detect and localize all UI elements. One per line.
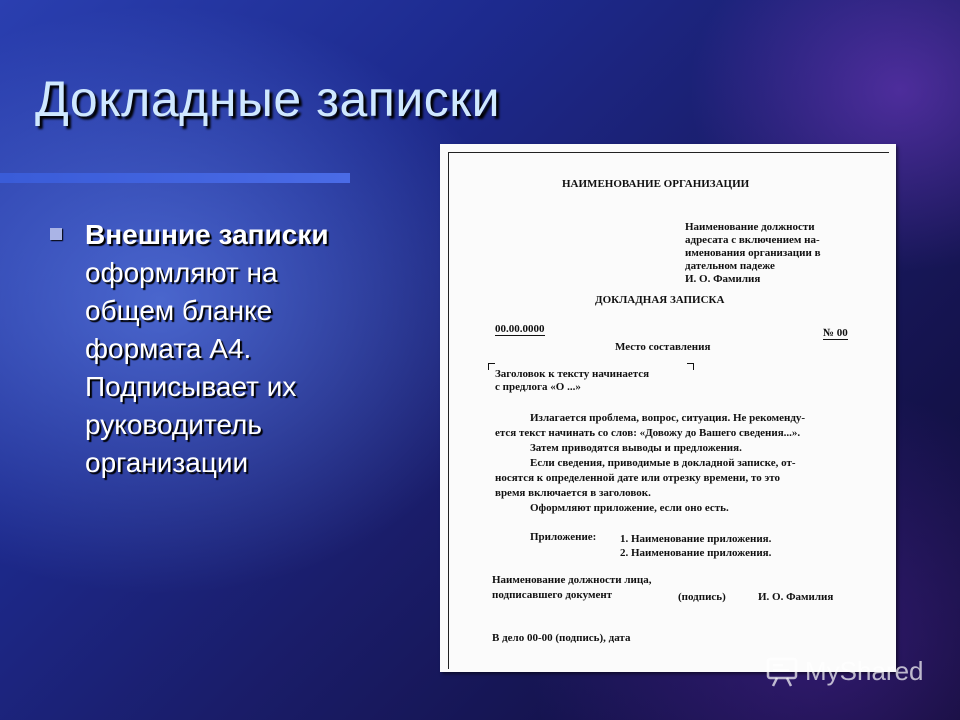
doc-heading-line: Заголовок к тексту начинается — [495, 368, 650, 380]
slide-title: Докладные записки — [35, 71, 501, 127]
corner-bracket-left — [488, 363, 495, 370]
doc-addressee-line: адресата с включением на- — [685, 234, 820, 246]
doc-heading-line: с предлога «О ...» — [495, 381, 581, 393]
square-bullet-icon — [50, 228, 62, 240]
doc-addressee-line: именования организации в — [685, 247, 821, 259]
watermark-text: MyShared — [805, 655, 924, 686]
doc-body-line: Излагается проблема, вопрос, ситуация. Не рекоменду- — [530, 412, 806, 424]
doc-signer-line: Наименование должности лица, — [492, 574, 652, 586]
doc-signature-label: (подпись) — [678, 591, 726, 603]
doc-signer-line: подписавшего документ — [492, 589, 613, 601]
doc-body-line: Если сведения, приводимые в докладной записке, от- — [530, 457, 796, 469]
doc-attachment-item: 2. Наименование приложения. — [620, 547, 772, 559]
doc-signer-name: И. О. Фамилия — [758, 591, 834, 603]
doc-body-line: Затем приводятся выводы и предложения. — [530, 442, 742, 454]
corner-bracket-right — [687, 363, 694, 370]
doc-place: Место составления — [615, 341, 711, 353]
doc-title: ДОКЛАДНАЯ ЗАПИСКА — [595, 294, 725, 306]
doc-addressee-line: дательном падеже — [685, 260, 775, 272]
bullet-bold-text: Внешние записки — [85, 219, 329, 250]
presentation-board-icon — [765, 654, 799, 688]
doc-date: 00.00.0000 — [495, 323, 545, 335]
doc-body-line: носятся к определенной дате или отрезку времени, то это — [495, 472, 781, 484]
doc-body-line: Оформляют приложение, если оно есть. — [530, 502, 729, 514]
title-underline-bar — [0, 173, 350, 183]
doc-addressee-line: Наименование должности — [685, 221, 815, 233]
doc-file-note: В дело 00-00 (подпись), дата — [492, 632, 631, 644]
doc-attachment-label: Приложение: — [530, 531, 597, 543]
bullet-text — [85, 216, 340, 482]
memo-template-image — [440, 144, 896, 672]
bullet-regular-text: оформляют на общем бланке формата А4. Подписывает их руководитель организации — [85, 257, 297, 478]
doc-addressee-line: И. О. Фамилия — [685, 273, 761, 285]
doc-org-name: НАИМЕНОВАНИЕ ОРГАНИЗАЦИИ — [562, 178, 750, 190]
doc-body-line: время включается в заголовок. — [495, 487, 651, 499]
bullet-item — [50, 216, 340, 482]
doc-attachment-item: 1. Наименование приложения. — [620, 533, 772, 545]
doc-number: № 00 — [823, 327, 848, 339]
watermark — [765, 654, 924, 688]
doc-body-line: ется текст начинать со слов: «Довожу до Вашего сведения...». — [495, 427, 801, 439]
